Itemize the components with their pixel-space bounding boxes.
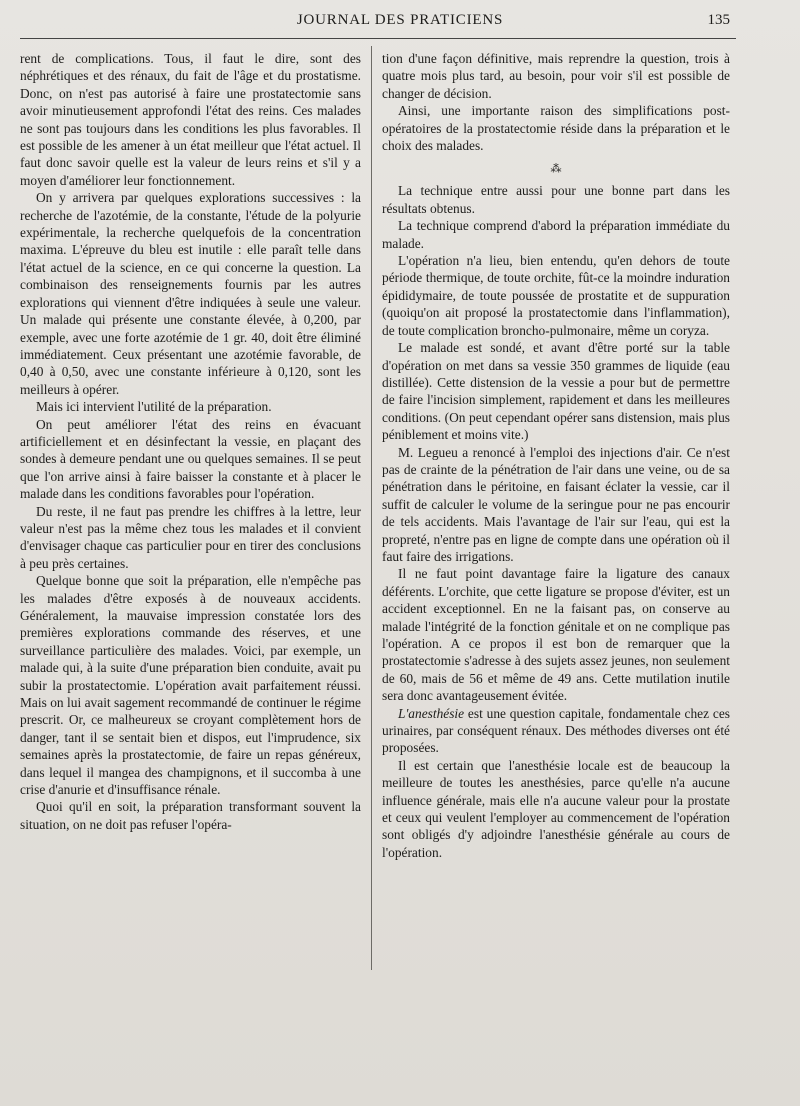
right-column bbox=[382, 50, 730, 861]
paragraph: La technique entre aussi pour une bonne part dans les résultats obtenus. bbox=[382, 183, 730, 216]
paragraph: Quoi qu'il en soit, la préparation transformant souvent la situation, on ne doit pas refuser l'opéra- bbox=[20, 799, 361, 832]
anesthesia-term: L'anesthésie bbox=[398, 705, 465, 721]
paragraph: L'opération n'a lieu, bien entendu, qu'en dehors de toute période thermique, de toute orchite, fût-ce la moindre induration épididymaire, de toute poussée de prostatite et de suppuration (quoiqu'on ait proposé la prostatectomie dans l'inflammation), de toute complication broncho-pulmonaire, même un coryza. bbox=[382, 253, 730, 338]
page-number: 135 bbox=[707, 12, 730, 28]
paragraph: Quelque bonne que soit la préparation, elle n'empêche pas les malades d'être exposés à de nouveaux accidents. Généralement, la mauvaise impression constatée lors des premières explorations commande des réserves, et une surveillance particulière des malades. Voici, par exemple, un malade qui, à la suite d'une préparation bien conduite, avait pu subir la prostatectomie. L'opération avait parfaitement réussi. Mais on lui avait sagement recommandé de continuer le régime prescrit. Or, ce malheureux se croyant complètement hors de danger, tant il se sentait bien et dispos, eut l'imprudence, six semaines après la prostatectomie, de faire un repas généreux, dans lequel il mangea des champignons, et il succomba à une crise d'anurie et d'insuffisance rénale. bbox=[20, 573, 361, 798]
paragraph: Mais ici intervient l'utilité de la préparation. bbox=[36, 399, 272, 415]
paragraph: tion d'une façon définitive, mais reprendre la question, trois à quatre mois plus tard, au besoin, pour voir s'il est possible de changer de décision. bbox=[382, 51, 730, 101]
running-title: JOURNAL DES PRATICIENS bbox=[296, 12, 504, 28]
left-column bbox=[20, 50, 361, 833]
paragraph: M. Legueu a renoncé à l'emploi des injections d'air. Ce n'est pas de crainte de la pénétration de l'air dans une veine, ou de sa pénétration dans le péritoine, en faisant éclater la vessie, car il suffit de calculer le volume de la seringue pour ne pas encourir de tels accidents. Mais l'avantage de l'air sur l'eau, qui est la propreté, n'entre pas en ligne de compte dans une opération où il faut faire des irrigations. bbox=[382, 444, 730, 564]
paragraph-anesthesia bbox=[382, 705, 730, 757]
paragraph: Il est certain que l'anesthésie locale est de beaucoup la meilleure de toutes les anesthésies, parce qu'elle n'a aucune influence générale, mais elle n'a aucune valeur pour la prostate et ceux qui veulent l'employer au commencement de l'opération sont obligés d'y adjoindre l'anesthésie générale au cours de l'opération. bbox=[382, 757, 730, 860]
paragraph: La technique comprend d'abord la préparation immédiate du malade. bbox=[382, 218, 730, 251]
paragraph: Du reste, il ne faut pas prendre les chiffres à la lettre, leur valeur n'est pas la même chez tous les malades et il convient d'envisager chaque cas particulier pour en tirer des conclusions à peu près certaines. bbox=[20, 503, 361, 571]
page-header bbox=[0, 12, 800, 36]
paragraph: rent de complications. Tous, il faut le dire, sont des néphrétiques et des rénaux, du fait de l'âge et du prostatisme. Donc, on n'est pas autorisé à faire une prostatectomie sans avoir minutieusement approfondi l'état des reins. Ces malades ne sont pas toujours dans les conditions les plus favorables. Il est possible de les amener à un état meilleur que l'état actuel. Il faut donc savoir quelle est la valeur de leurs reins et s'il y a moyen d'améliorer leur fonctionnement. bbox=[20, 51, 361, 188]
paragraph: Ainsi, une importante raison des simplifications post-opératoires de la prostatectomie réside dans la préparation et le choix des malades. bbox=[382, 103, 730, 154]
paragraph: Il ne faut point davantage faire la ligature des canaux déférents. L'orchite, que cette ligature se propose d'éviter, est un accident exceptionnel. En ne la faisant pas, on conserve au malade l'intégrité de la fonction génitale et on ne complique pas l'opération. A ce propos il est bon de remarquer que la prostatectomie s'adresse à des sujets assez jeunes, non seulement de 60, mais de 56 et même de 49 ans. Cette mutilation inutile sera donc avantageusement évitée. bbox=[382, 566, 730, 704]
anesthesia-text: est une question capitale, fondamentale chez ces urinaires, par conséquent rénaux. Des méthodes diverses ont été proposées. bbox=[382, 705, 730, 756]
section-separator: ⁂ bbox=[550, 163, 562, 176]
paragraph: Le malade est sondé, et avant d'être porté sur la table d'opération on met dans sa vessie 350 grammes de liquide (eau distillée). Cette distension de la vessie a pour but de permettre de faire l'incision simplement, rapidement et dans les meilleures conditions. (On peut cependant opérer sans distension, mais plus péniblement et moins vite.) bbox=[382, 340, 730, 443]
column-divider bbox=[371, 46, 372, 970]
paragraph: On y arrivera par quelques explorations successives : la recherche de l'azotémie, de la constante, l'étude de la polyurie expérimentale, la recherche quelquefois de la concentration maxima. L'épreuve du bleu est inutile : elle paraît telle dans l'état actuel de la science, en ce qui concerne la question. La combinaison des renseignements fournis par les autres explorations qui viennent d'être indiquées à seule une valeur. Un malade qui présente une constante élevée, à 0,200, par exemple, avec une forte azotémie de 1 gr. 40, doit être éliminé immédiatement. Ceux présentant une azotémie favorable, de 0,40 à 0,50, avec une constante inférieure à 0,120, sont les meilleurs à opérer. bbox=[20, 190, 361, 397]
header-rule bbox=[20, 38, 736, 39]
paragraph: On peut améliorer l'état des reins en évacuant artificiellement et en désinfectant la vessie, en plaçant des sondes à demeure pendant une ou quelques semaines. Il se peut que l'on arrive ainsi à faire baisser la constante et à placer le malade dans les conditions favorables pour l'opération. bbox=[20, 416, 361, 502]
